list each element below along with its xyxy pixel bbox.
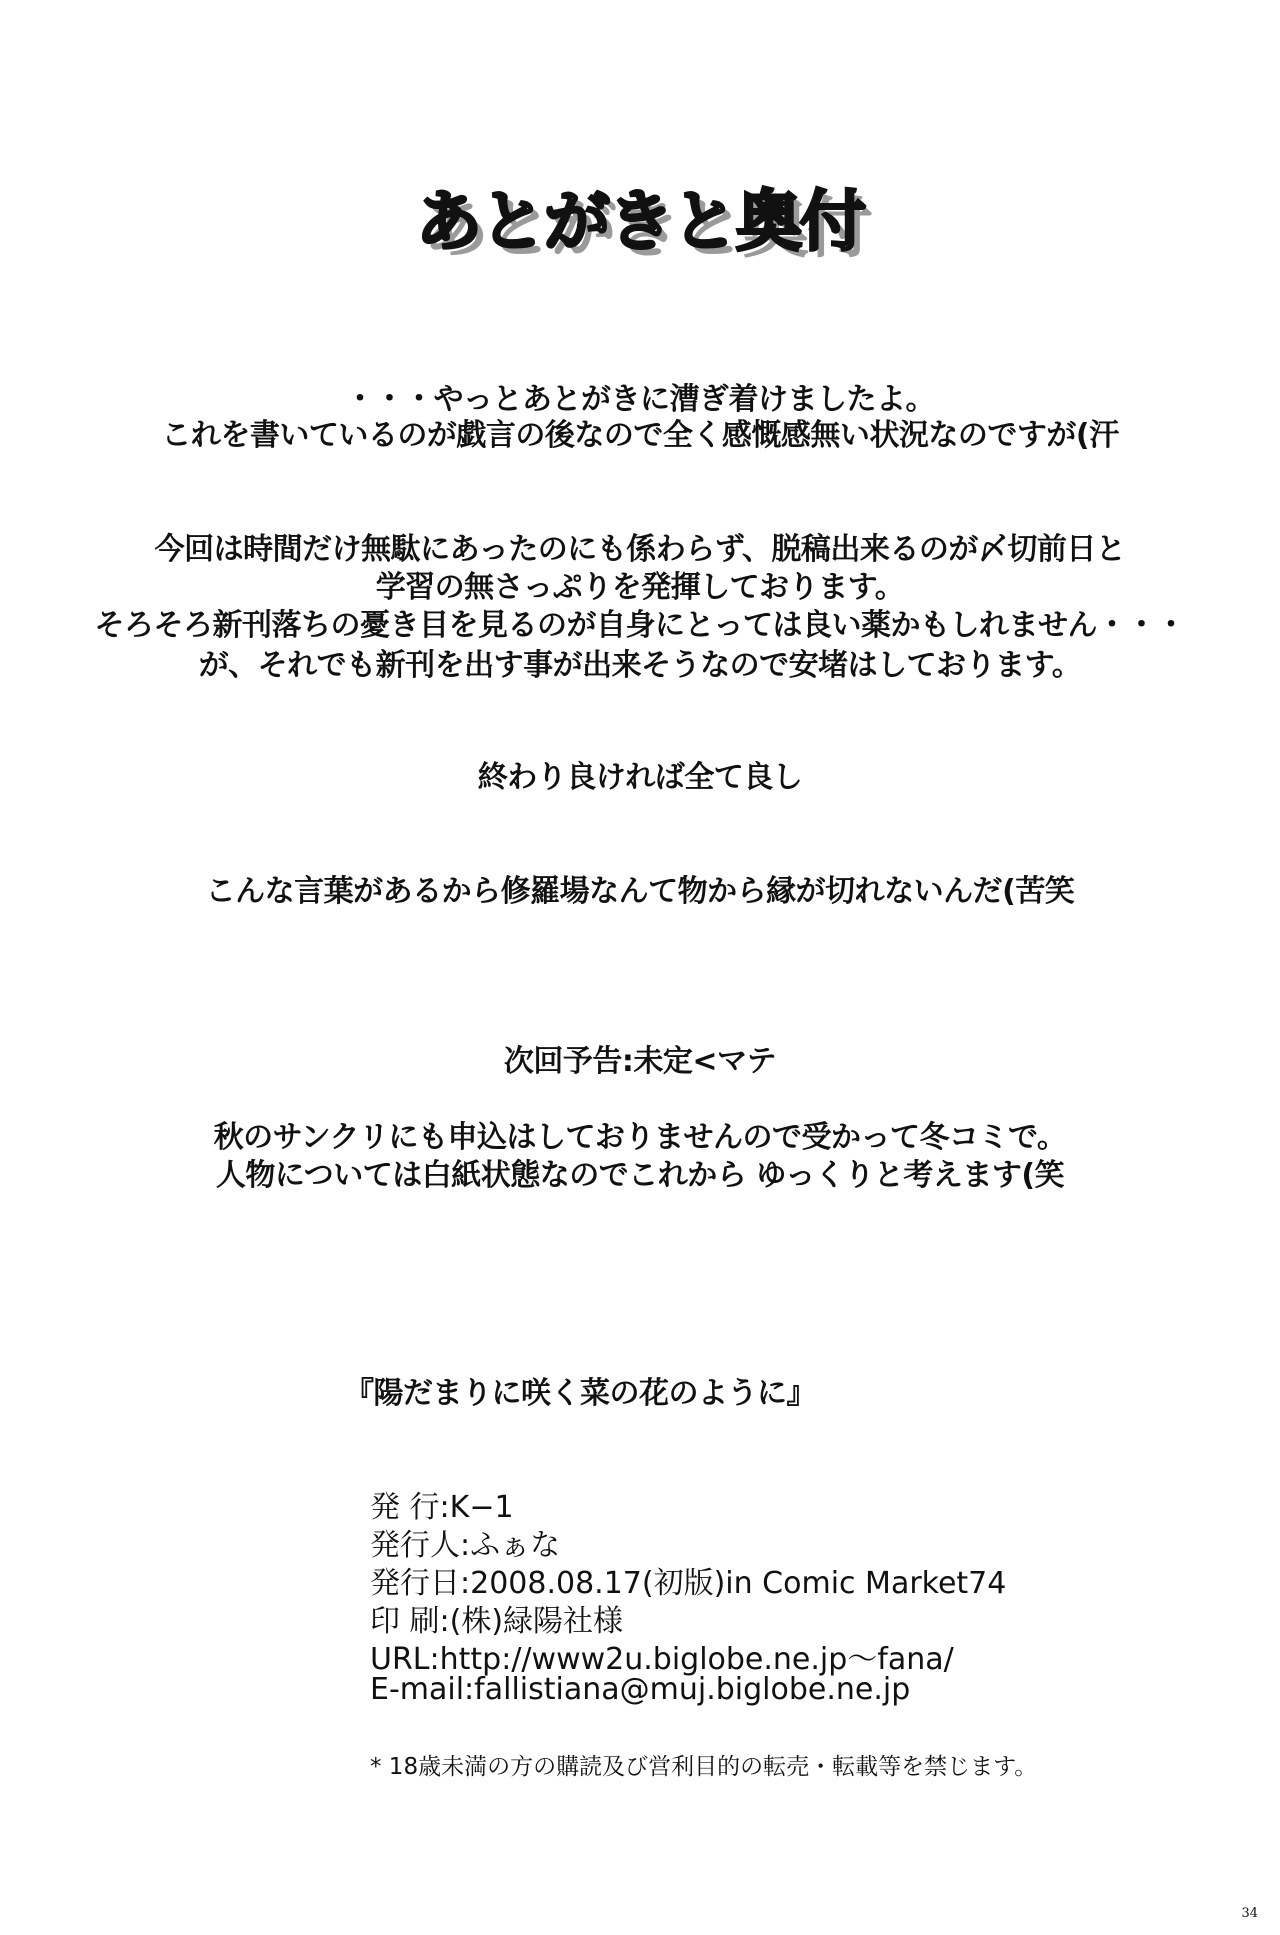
paragraph-line: そろそろ新刊落ちの憂き目を見るのが自身にとっては良い薬かもしれません・・・ bbox=[94, 608, 1186, 643]
page-title: あとがきと奥付 bbox=[416, 183, 864, 260]
colophon-date: 発行日:2008.08.17(初版)in Comic Market74 bbox=[370, 1566, 1007, 1601]
paragraph-line: 秋のサンクリにも申込はしておりませんので受かって冬コミで。 bbox=[213, 1120, 1067, 1155]
paragraph-line: 今回は時間だけ無駄にあったのにも係わらず、脱稿出来るのが〆切前日と bbox=[154, 532, 1126, 567]
page-number: 34 bbox=[1241, 1906, 1258, 1921]
colophon-url: URL:http://www2u.biglobe.ne.jp〜fana/ bbox=[370, 1642, 954, 1677]
paragraph-line: 人物については白紙状態なのでこれから ゆっくりと考えます(笑 bbox=[215, 1158, 1065, 1193]
paragraph-line: 次回予告:未定<マテ bbox=[503, 1044, 777, 1079]
colophon-author: 発行人:ふぁな bbox=[370, 1528, 561, 1563]
paragraph-line: 学習の無さっぷりを発揮しております。 bbox=[375, 570, 905, 605]
paragraph-line: これを書いているのが戯言の後なので全く感慨感無い状況なのですが(汗 bbox=[161, 418, 1119, 453]
paragraph-line: ・・・やっとあとがきに漕ぎ着けましたよ。 bbox=[345, 382, 935, 417]
colophon-publisher: 発 行:K−1 bbox=[370, 1490, 514, 1525]
age-restriction-notice: * 18歳未満の方の購読及び営利目的の転売・転載等を禁じます。 bbox=[370, 1754, 1038, 1780]
paragraph-line: 終わり良ければ全て良し bbox=[477, 760, 803, 795]
book-title: 『陽だまりに咲く菜の花のように』 bbox=[344, 1376, 816, 1411]
colophon-printer: 印 刷:(株)緑陽社様 bbox=[370, 1604, 624, 1639]
paragraph-line: が、それでも新刊を出す事が出来そうなので安堵はしております。 bbox=[198, 648, 1082, 683]
colophon-email: E-mail:fallistiana@muj.biglobe.ne.jp bbox=[370, 1672, 911, 1707]
paragraph-line: こんな言葉があるから修羅場なんて物から縁が切れないんだ(苦笑 bbox=[205, 874, 1075, 909]
